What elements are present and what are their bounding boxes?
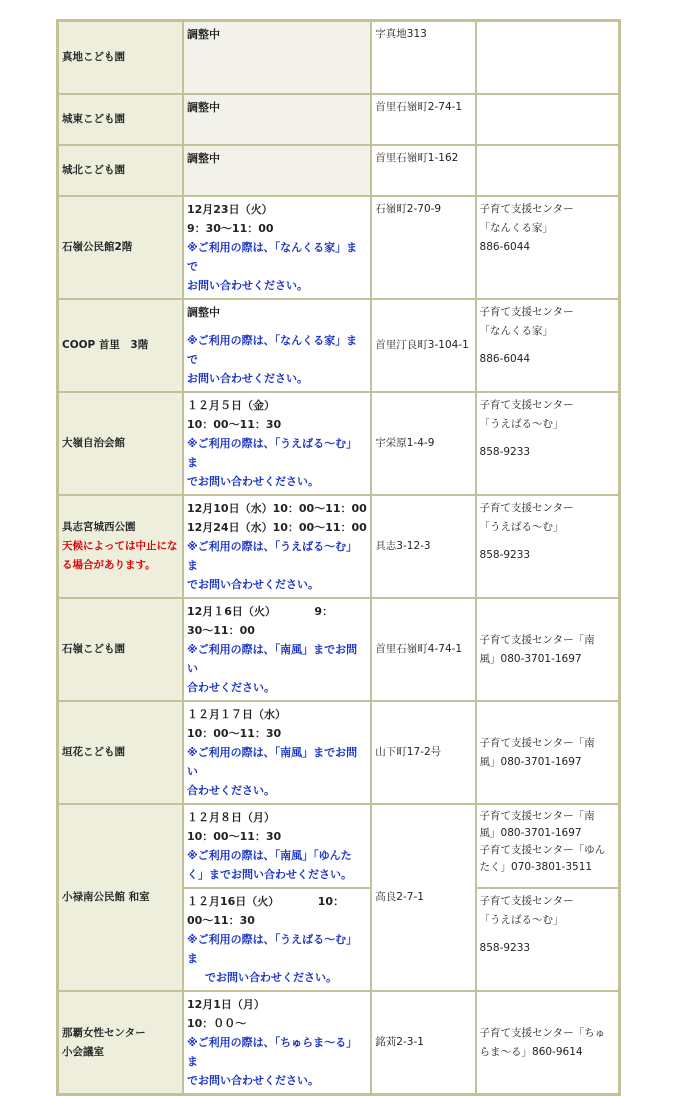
contact-line: 風」080-3701-1697 [479, 652, 582, 665]
phone-number: 886-6044 [479, 241, 531, 253]
place-cell: 城東こども園 [58, 94, 183, 145]
contact-line: 子育て支援センター [479, 203, 574, 215]
contact-note: お問い合わせください。 [186, 372, 308, 385]
phone-number: 886-6044 [479, 353, 531, 365]
table-row [58, 21, 619, 94]
place-cell: 石嶺こども園 [58, 598, 183, 701]
contact-cell [476, 804, 619, 888]
contact-line: 子育て支援センター [479, 502, 574, 514]
schedule-line: 調整中 [186, 306, 220, 319]
place-cell: COOP 首里 3階 [58, 299, 183, 392]
place-cell: 垣花こども園 [58, 701, 183, 804]
schedule-line: 調整中 [186, 28, 220, 41]
address-cell: 首里石嶺町2-74-1 [371, 94, 475, 145]
contact-line: 子育て支援センター [479, 895, 574, 907]
contact-note: ※ご利用の際は、「南風」までお問い [186, 746, 358, 778]
schedule-line: 30〜11：00 [186, 624, 255, 637]
contact-cell [476, 598, 619, 701]
place-cell [58, 991, 183, 1094]
contact-cell [476, 145, 619, 196]
table-row [58, 299, 619, 392]
schedule-line: 調整中 [186, 152, 220, 165]
contact-cell [476, 94, 619, 145]
schedule-cell [183, 94, 371, 145]
schedule-table [56, 19, 621, 1096]
weather-warning: 天候によっては中止にな [62, 540, 178, 552]
contact-line: 「うえばる〜む」 [479, 914, 564, 926]
place-cell: 石嶺公民館2階 [58, 196, 183, 299]
table-row [58, 991, 619, 1094]
contact-cell [476, 299, 619, 392]
contact-cell [476, 21, 619, 94]
table-row [58, 196, 619, 299]
schedule-line: １２月８日（月） [186, 811, 275, 824]
contact-note: ※ご利用の際は、「なんくる家」まで [186, 334, 358, 366]
contact-line: 風」080-3701-1697 [479, 755, 582, 768]
schedule-line: 10：00〜11：30 [186, 418, 282, 431]
contact-line: 「うえばる〜む」 [479, 521, 564, 533]
place-cell [58, 495, 183, 598]
contact-note: でお問い合わせください。 [186, 1074, 319, 1087]
schedule-line: 10：００〜 [186, 1017, 247, 1030]
schedule-cell [183, 392, 371, 495]
schedule-cell [183, 701, 371, 804]
contact-note: ※ご利用の際は、「南風」までお問い [186, 643, 358, 675]
contact-line: らま〜る」860-9614 [479, 1045, 583, 1058]
address-cell: 宇栄原1-4-9 [371, 392, 475, 495]
address-cell: 高良2-7-1 [371, 804, 475, 991]
contact-note: ※ご利用の際は、「なんくる家」まで [186, 241, 358, 273]
place-cell: 城北こども園 [58, 145, 183, 196]
contact-cell [476, 392, 619, 495]
address-cell: 首里石嶺町4-74-1 [371, 598, 475, 701]
phone-number: 858-9233 [479, 446, 531, 458]
contact-line: 子育て支援センター [479, 399, 574, 411]
address-cell: 銘苅2-3-1 [371, 991, 475, 1094]
table-row [58, 495, 619, 598]
contact-note: でお問い合わせください。 [186, 475, 319, 488]
schedule-line: 調整中 [186, 101, 220, 114]
schedule-line: １２月５日（金） [186, 399, 275, 412]
table-row [58, 94, 619, 145]
schedule-line: 10：00〜11：30 [186, 727, 282, 740]
table-row [58, 598, 619, 701]
contact-note: ※ご利用の際は、「ちゅらま〜る」ま [186, 1036, 358, 1068]
contact-line: 子育て支援センター [479, 306, 574, 318]
schedule-line: 12月10日（水）10：00〜11：00 [186, 502, 367, 515]
schedule-cell [183, 598, 371, 701]
schedule-cell [183, 196, 371, 299]
place-name: 具志宮城西公園 [62, 521, 136, 533]
schedule-line: 12月1日（月） [186, 998, 265, 1011]
contact-line: たく」070-3801-3511 [479, 861, 593, 873]
contact-note: ※ご利用の際は、「うえばる〜む」ま [186, 933, 358, 965]
phone-number: 858-9233 [479, 549, 531, 561]
contact-note: 合わせください。 [186, 681, 275, 694]
table-row [58, 145, 619, 196]
address-cell: 具志3-12-3 [371, 495, 475, 598]
contact-note: ※ご利用の際は、「南風」「ゆんた [186, 849, 352, 862]
schedule-cell [183, 145, 371, 196]
address-cell: 石嶺町2-70-9 [371, 196, 475, 299]
schedule-cell [183, 495, 371, 598]
schedule-line: 12月24日（水）10：00〜11：00 [186, 521, 367, 534]
place-cell: 真地こども園 [58, 21, 183, 94]
contact-cell [476, 701, 619, 804]
address-cell: 字真地313 [371, 21, 475, 94]
schedule-line: １２月１７日（水） [186, 708, 286, 721]
table-row [58, 392, 619, 495]
place-name: 那覇女性センター [62, 1026, 146, 1039]
contact-line: 「うえばる〜む」 [479, 418, 564, 430]
schedule-cell [183, 299, 371, 392]
schedule-cell [183, 804, 371, 888]
contact-note: ※ご利用の際は、「うえばる〜む」ま [186, 437, 358, 469]
phone-number: 858-9233 [479, 942, 531, 954]
weather-warning: る場合があります。 [62, 559, 156, 571]
contact-cell [476, 991, 619, 1094]
address-cell: 山下町17-2号 [371, 701, 475, 804]
contact-note: ※ご利用の際は、「うえばる〜む」ま [186, 540, 358, 572]
contact-line: 子育て支援センター「南 [479, 633, 595, 646]
contact-cell [476, 196, 619, 299]
contact-note: く」までお問い合わせください。 [186, 868, 352, 881]
address-cell: 首里石嶺町1-162 [371, 145, 475, 196]
contact-line: 「なんくる家」 [479, 222, 554, 234]
schedule-line: 10：00〜11：30 [186, 830, 282, 843]
contact-cell [476, 495, 619, 598]
schedule-line: 12月23日（火） [186, 203, 273, 216]
schedule-cell [183, 21, 371, 94]
contact-line: 子育て支援センター「南 [479, 736, 595, 749]
contact-cell [476, 888, 619, 991]
schedule-line: １２月16日（火） 10： [186, 895, 345, 908]
contact-line: 子育て支援センター「ちゅ [479, 1026, 606, 1039]
table-row [58, 701, 619, 804]
contact-note: お問い合わせください。 [186, 279, 308, 292]
place-cell: 小禄南公民館 和室 [58, 804, 183, 991]
contact-note: でお問い合わせください。 [204, 971, 337, 984]
contact-line: 子育て支援センター「ゆん [479, 844, 606, 856]
contact-line: 「なんくる家」 [479, 325, 554, 337]
address-cell: 首里汀良町3-104-1 [371, 299, 475, 392]
schedule-line: 12月１6日（火） 9： [186, 605, 334, 618]
place-cell: 大嶺自治会館 [58, 392, 183, 495]
contact-note: 合わせください。 [186, 784, 275, 797]
schedule-line: 00〜11：30 [186, 914, 255, 927]
contact-note: でお問い合わせください。 [186, 578, 319, 591]
schedule-cell [183, 888, 371, 991]
place-room: 小会議室 [62, 1045, 104, 1058]
schedule-line: 9：30〜11：00 [186, 222, 274, 235]
contact-line: 子育て支援センター「南 [479, 810, 595, 822]
schedule-cell [183, 991, 371, 1094]
table-row [58, 804, 619, 888]
contact-line: 風」080-3701-1697 [479, 827, 582, 839]
